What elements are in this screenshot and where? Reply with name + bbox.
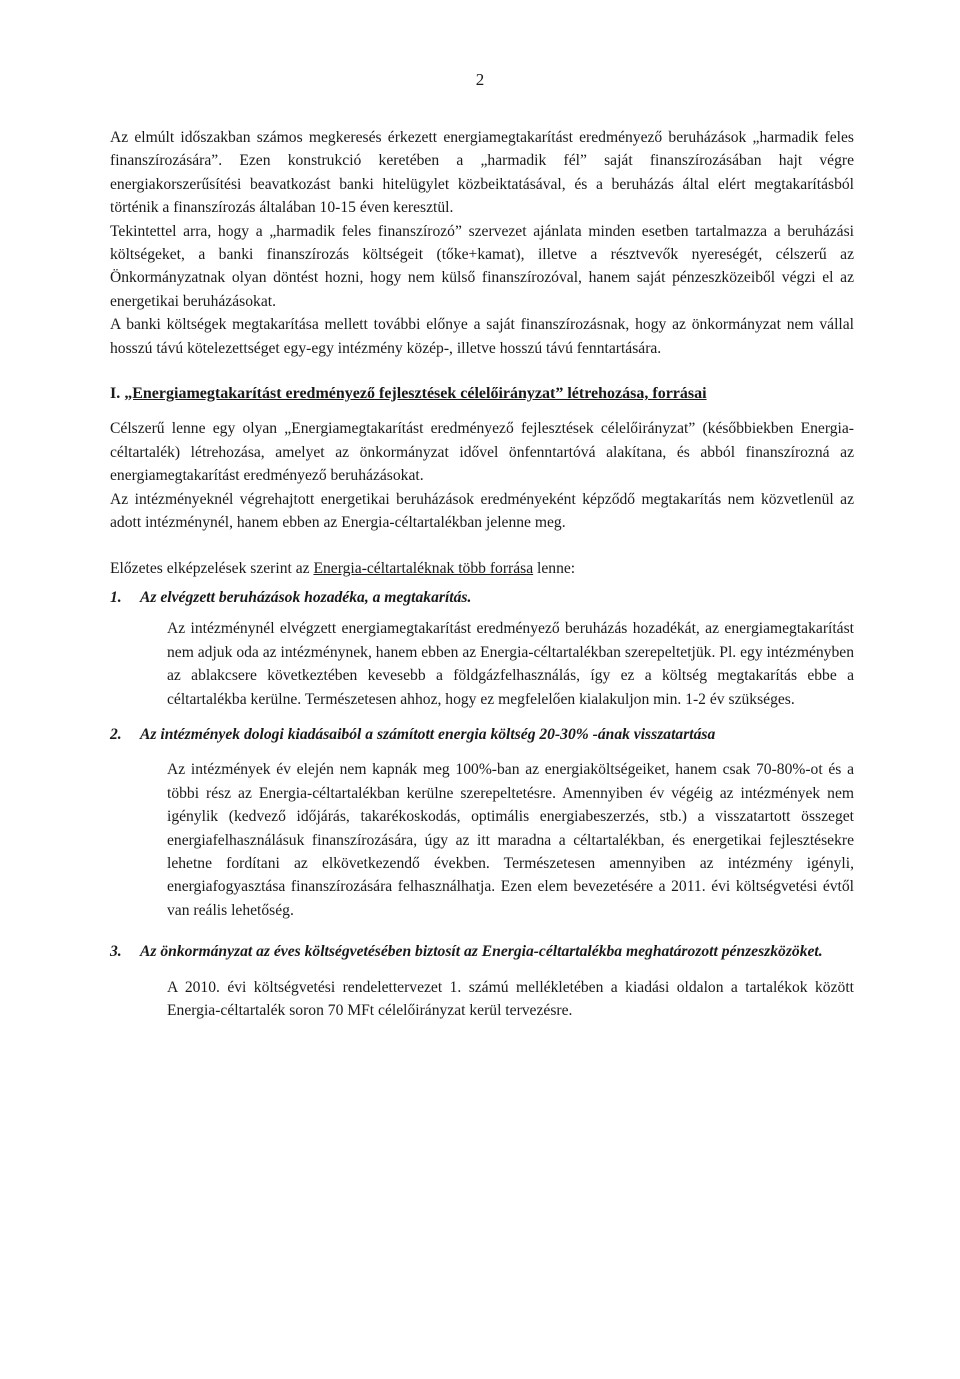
item-2-number: 2. — [110, 725, 122, 743]
intro-paragraph-3: A banki költségek megtakarítása mellett további előnye a saját finanszírozásnak, hogy az önkormányzat nem vállal hosszú távú kötelezettséget egy-egy intézmény közép-, illetve hosszú távú fenntartására. — [110, 316, 854, 357]
item-1-number: 1. — [110, 588, 122, 606]
spacer — [110, 711, 854, 723]
page-number: 2 — [475, 70, 485, 89]
section-heading-title: „Energiamegtakarítást eredményező fejlesztések célelőirányzat” létrehozása, forrásai — [124, 385, 707, 403]
item-2-title — [110, 723, 854, 746]
item-3-body-text: A 2010. évi költségvetési rendelettervezet 1. számú mellékletében a kiadási oldalon a tartalékok között Energia-céltartalék soron 70 MFt célelőirányzat kerül tervezésre. — [167, 978, 854, 1019]
item-2-body — [167, 758, 854, 922]
section-heading-number: I. — [110, 385, 121, 403]
item-1-body-text: Az intézménynél elvégzett energiamegtakarítást eredményező beruházás hozadékát, az energiamegtakarítást nem adjuk oda az intézménynek, hanem ebben az Energia-céltartalékban szerepeltetjük. Pl. egy intézményben az ablakcsere következtében kevesebb a földgázfelhasználás, így ez a költség megtakarítás ebbe a céltartalékba kerülne. Természetesen ahhoz, hogy ez megfelelően kialakuljon min. 1-2 év szükséges. — [167, 620, 854, 708]
item-3-body — [167, 976, 854, 1023]
spacer — [110, 535, 854, 557]
spacer — [110, 964, 854, 976]
item-3-title-text: Az önkormányzat az éves költségvetésében biztosít az Energia-céltartalékba meghatározott pénzeszközöket. — [140, 943, 823, 961]
sources-intro-after: lenne: — [533, 559, 576, 577]
sources-intro — [110, 557, 854, 580]
spacer — [110, 922, 854, 940]
item-2-body-text: Az intézmények év elején nem kapnák meg 100%-ban az energiaköltségeiket, hanem csak 70-80%-ot és a többi rész az Energia-céltartalékban kerülne szerepeltetésre. Amennyiben év végéig az intézmények nem igénylik (kedvező időjárás, takarékoskodás, optimális energiabeszerzés, stb.) a visszatartott összeget energiafelhasználásuk finanszírozására, úgy az itt maradna a céltartalékban, és energetikai fejlesztésekre lehetne fordítani az elkövetkezendő években. Természetesen amennyiben az intézmény igényli, energiafogyasztása finanszírozására felhasználhatja. Ezen elem bevezetésére a 2011. évi költségvetési évtől van reális lehetőség. — [167, 761, 854, 919]
spacer — [110, 746, 854, 758]
spacer — [110, 405, 854, 417]
intro-paragraph-1: Az elmúlt időszakban számos megkeresés érkezett energiamegtakarítást eredményező beruházások „harmadik feles finanszírozására”. Ezen konstrukció keretében a „harmadik fél” saját finanszírozásában hajt végre energiakorszerűsítési beavatkozást banki hitelügylet közbeiktatásával, és a beruházás által elért megtakarításból történik a finanszírozás általában 10-15 éven keresztül. — [110, 129, 854, 217]
section-paragraph-1: Célszerű lenne egy olyan „Energiamegtakarítást eredményező fejlesztések célelőirányzat” (későbbiekben Energia-céltartalék) létrehozása, amelyet az önkormányzat idővel önfenntartóvá alakítana, és abból finanszírozná az energiamegtakarítást eredményező beruházásokat. — [110, 420, 854, 485]
item-1-title — [110, 586, 854, 609]
sources-intro-before: Előzetes elképzelések szerint az — [110, 559, 314, 577]
spacer — [110, 609, 854, 617]
item-1-body — [167, 617, 854, 711]
item-3-number: 3. — [110, 943, 122, 961]
item-3-title — [110, 940, 854, 963]
item-1-title-text: Az elvégzett beruházások hozadéka, a megtakarítás. — [140, 588, 472, 606]
section-paragraph-2: Az intézményeknél végrehajtott energetikai beruházások eredményeként képződő megtakarítás nem közvetlenül az adott intézménynél, hanem ebben az Energia-céltartalékban jelenne meg. — [110, 490, 854, 532]
spacer — [110, 360, 854, 382]
intro-paragraph-2: Tekintettel arra, hogy a „harmadik feles finanszírozó” szervezet ajánlata minden esetben tartalmazza a beruházási költségeket, a banki finanszírozás költségeit (tőke+kamat), illetve a résztvevők nyereségét, célszerű az Önkormányzatnak olyan döntést hozni, hogy nem külső finanszírozóval, hanem saját pénzeszközeiből végzi el az energetikai beruházásokat. — [110, 222, 854, 310]
section-heading — [110, 382, 854, 405]
item-2-title-text: Az intézmények dologi kiadásaiból a számított energia költség 20-30% -ának visszatartása — [140, 725, 716, 743]
sources-intro-underlined: Energia-céltartaléknak több forrása — [313, 559, 534, 577]
document-body — [110, 126, 854, 1022]
